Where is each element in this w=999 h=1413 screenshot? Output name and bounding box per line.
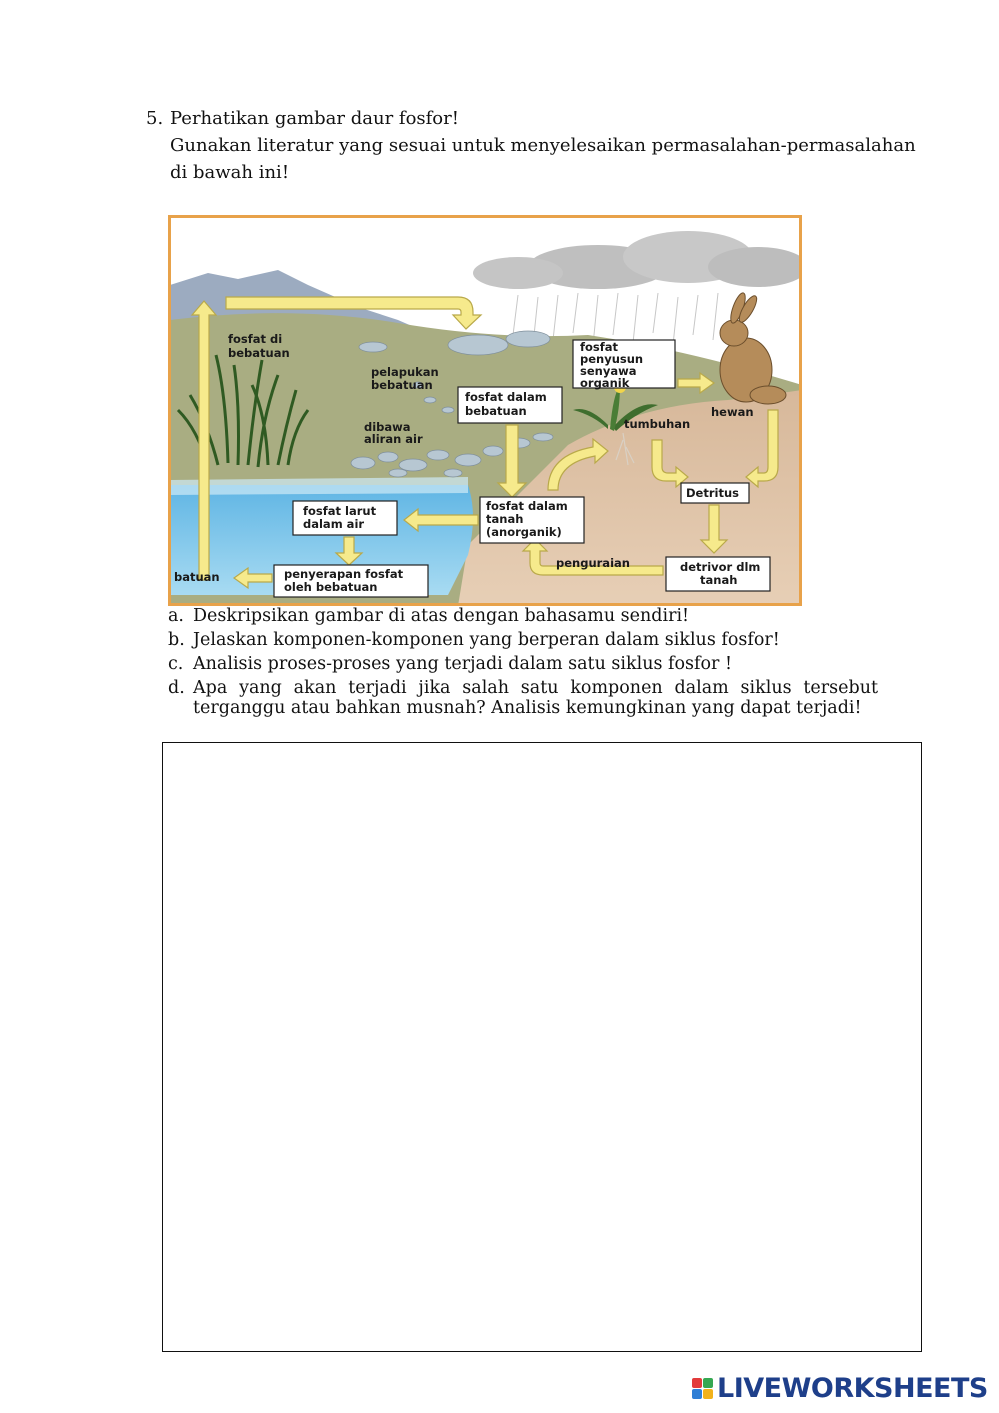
answer-text-area[interactable] <box>162 742 922 1352</box>
phosphorus-cycle-diagram <box>168 215 802 606</box>
label-fosfat-penyusun: fosfat penyusun senyawa organik <box>580 340 644 390</box>
subquestion-text: Analisis proses-proses yang terjadi dalam satu siklus fosfor ! <box>193 654 732 674</box>
label-batuan: batuan <box>174 570 220 584</box>
label-dibawa-aliran-air: dibawa aliran air <box>364 420 423 446</box>
label-fosfat-dalam-bebatuan: fosfat dalam bebatuan <box>465 390 547 418</box>
question-number: 5. <box>146 108 164 129</box>
subquestion-marker: c. <box>168 654 184 674</box>
label-detritus: Detritus <box>686 486 739 500</box>
subquestion-text: Apa yang akan terjadi jika salah satu komponen dalam siklus tersebut <box>193 678 878 698</box>
subquestion-d <box>168 678 878 718</box>
subquestion-a <box>168 606 689 626</box>
logo-tile <box>703 1378 713 1388</box>
logo-tile <box>703 1389 713 1399</box>
label-fosfat-larut: fosfat larut dalam air <box>303 504 377 531</box>
label-pelapukan-bebatuan: pelapukan bebatuan <box>371 365 439 392</box>
liveworksheets-brand <box>692 1373 988 1403</box>
subquestion-text: Deskripsikan gambar di atas dengan bahasamu sendiri! <box>193 606 690 626</box>
logo-tile <box>692 1378 702 1388</box>
subquestion-marker: b. <box>168 630 185 650</box>
subquestion-c <box>168 654 732 674</box>
label-penyerapan: penyerapan fosfat oleh bebatuan <box>284 567 404 594</box>
subquestion-text: Jelaskan komponen-komponen yang berperan dalam siklus fosfor! <box>193 630 780 650</box>
label-tumbuhan: tumbuhan <box>624 417 691 431</box>
label-penguraian: penguraian <box>556 556 630 570</box>
label-fosfat-dalam-tanah: fosfat dalam tanah (anorganik) <box>486 499 568 539</box>
logo-tile <box>692 1389 702 1399</box>
question-instruction-line-3: di bawah ini! <box>170 162 290 183</box>
subquestion-marker: d. <box>168 678 185 698</box>
label-fosfat-di-bebatuan: fosfat di bebatuan <box>228 332 290 360</box>
subquestion-b <box>168 630 780 650</box>
brand-wordmark: LIVEWORKSHEETS <box>717 1372 988 1404</box>
subquestion-text-continued: terganggu atau bahkan musnah? Analisis kemungkinan yang dapat terjadi! <box>193 698 862 718</box>
label-detrivor: detrivor dlm tanah <box>680 560 761 587</box>
question-instruction: Perhatikan gambar daur fosfor! <box>170 108 459 129</box>
label-hewan: hewan <box>711 405 754 419</box>
liveworksheets-logo-icon <box>692 1378 713 1399</box>
subquestion-marker: a. <box>168 606 184 626</box>
question-instruction-line-2: Gunakan literatur yang sesuai untuk menyelesaikan permasalahan-permasalahan <box>170 135 916 156</box>
